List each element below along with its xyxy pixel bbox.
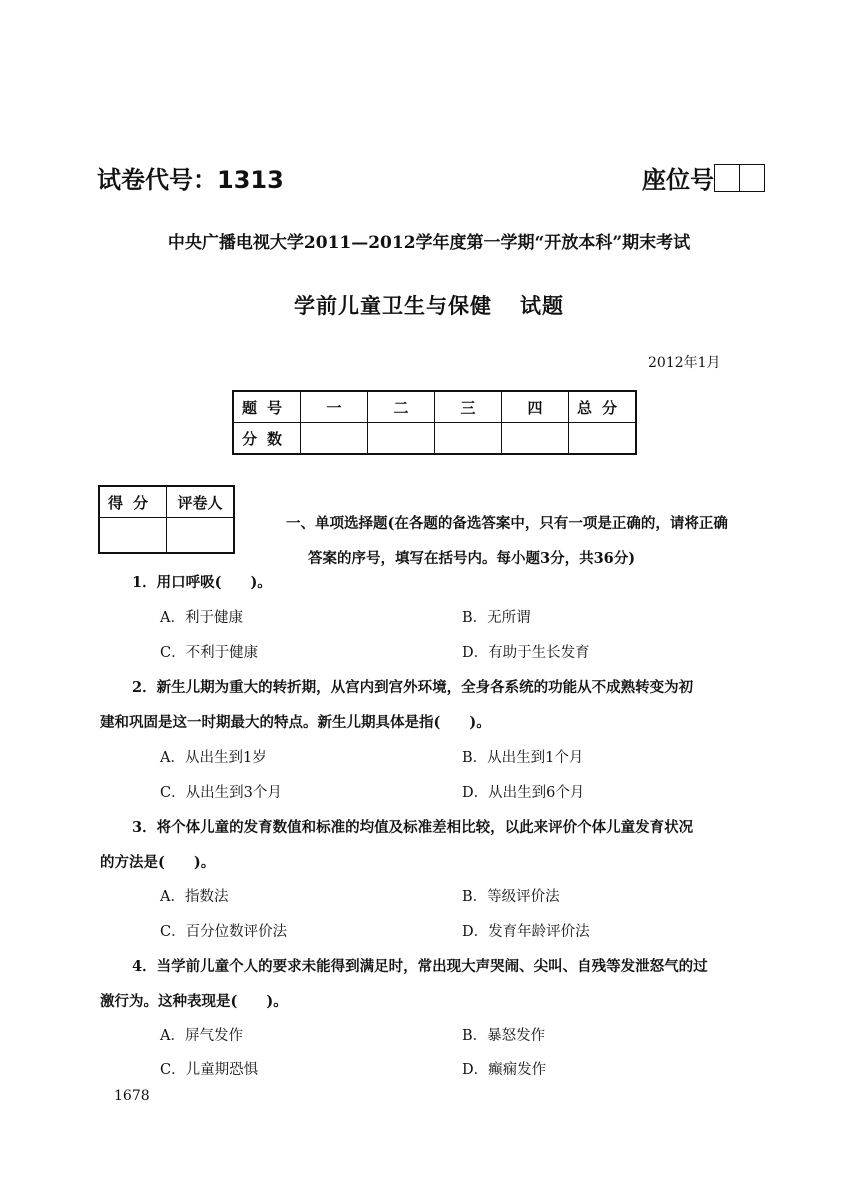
question-2-option-a: A．从出生到1岁 [160, 750, 267, 766]
question-2-stem-cont: 建和巩固是这一时期最大的特点。新生儿期具体是指( )。 [100, 714, 491, 731]
question-2-option-d: D．从出生到6个月 [462, 785, 585, 801]
score-cell [569, 423, 637, 455]
score-row-label: 分数 [233, 423, 301, 455]
score-header-cell: 四 [502, 391, 569, 423]
seat-box-2 [740, 164, 765, 192]
score-header-cell: 三 [435, 391, 502, 423]
question-2-stem: 2．新生儿期为重大的转折期，从宫内到宫外环境，全身各系统的功能从不成熟转变为初 [132, 679, 694, 696]
question-1-option-b: B．无所谓 [462, 610, 531, 626]
grader-name-cell [167, 518, 235, 554]
question-4-option-d: D．癫痫发作 [462, 1062, 547, 1078]
page-number: 1678 [114, 1088, 150, 1104]
score-cell [368, 423, 435, 455]
score-cell [502, 423, 569, 455]
grader-score-label: 得分 [99, 486, 167, 518]
question-3-option-c: C．百分位数评价法 [160, 924, 288, 940]
seat-label: 座位号 [642, 166, 714, 194]
grader-table [98, 485, 235, 554]
score-table [232, 390, 637, 455]
question-2-option-b: B．从出生到1个月 [462, 750, 584, 766]
subject-name: 学前儿童卫生与保健 [294, 294, 492, 318]
exam-date: 2012年1月 [648, 355, 721, 371]
score-header-cell: 题号 [233, 391, 301, 423]
grader-name-label: 评卷人 [167, 486, 235, 518]
question-3-option-a: A．指数法 [160, 889, 229, 905]
section-line-2: 答案的序号，填写在括号内。每小题3分，共36分) [308, 550, 636, 567]
exam-title: 中央广播电视大学2011—2012学年度第一学期“开放本科”期末考试 [167, 233, 691, 253]
question-1-option-a: A．利于健康 [160, 610, 243, 626]
subject-title [0, 290, 858, 320]
question-3-option-b: B．等级评价法 [462, 889, 560, 905]
question-4-stem-cont: 激行为。这种表现是( )。 [100, 993, 288, 1010]
score-header-cell: 一 [301, 391, 368, 423]
question-2-option-c: C．从出生到3个月 [160, 785, 282, 801]
question-3-stem-cont: 的方法是( )。 [100, 854, 216, 871]
score-cell [301, 423, 368, 455]
seat-box-1 [714, 164, 740, 192]
section-heading [286, 506, 786, 576]
paper-code: 试卷代号：1313 [97, 166, 284, 194]
score-cell [435, 423, 502, 455]
question-3-option-d: D．发育年龄评价法 [462, 924, 590, 940]
question-1-option-d: D．有助于生长发育 [462, 645, 590, 661]
score-header-cell: 二 [368, 391, 435, 423]
question-1-option-c: C．不利于健康 [160, 645, 259, 661]
section-line-1: 一、单项选择题(在各题的备选答案中，只有一项是正确的，请将正确 [286, 515, 728, 532]
subject-suffix: 试题 [520, 294, 564, 318]
seat-number [642, 160, 765, 195]
question-4-option-a: A．屏气发作 [160, 1028, 243, 1044]
question-1-stem: 1．用口呼吸( )。 [132, 574, 272, 591]
grader-score-cell [99, 518, 167, 554]
question-3-stem: 3．将个体儿童的发育数值和标准的均值及标准差相比较，以此来评价个体儿童发育状况 [132, 819, 694, 836]
question-4-stem: 4．当学前儿童个人的要求未能得到满足时，常出现大声哭闹、尖叫、自残等发泄怒气的过 [132, 958, 708, 975]
score-header-cell: 总分 [569, 391, 637, 423]
question-4-option-c: C．儿童期恐惧 [160, 1062, 259, 1078]
question-4-option-b: B．暴怒发作 [462, 1028, 546, 1044]
